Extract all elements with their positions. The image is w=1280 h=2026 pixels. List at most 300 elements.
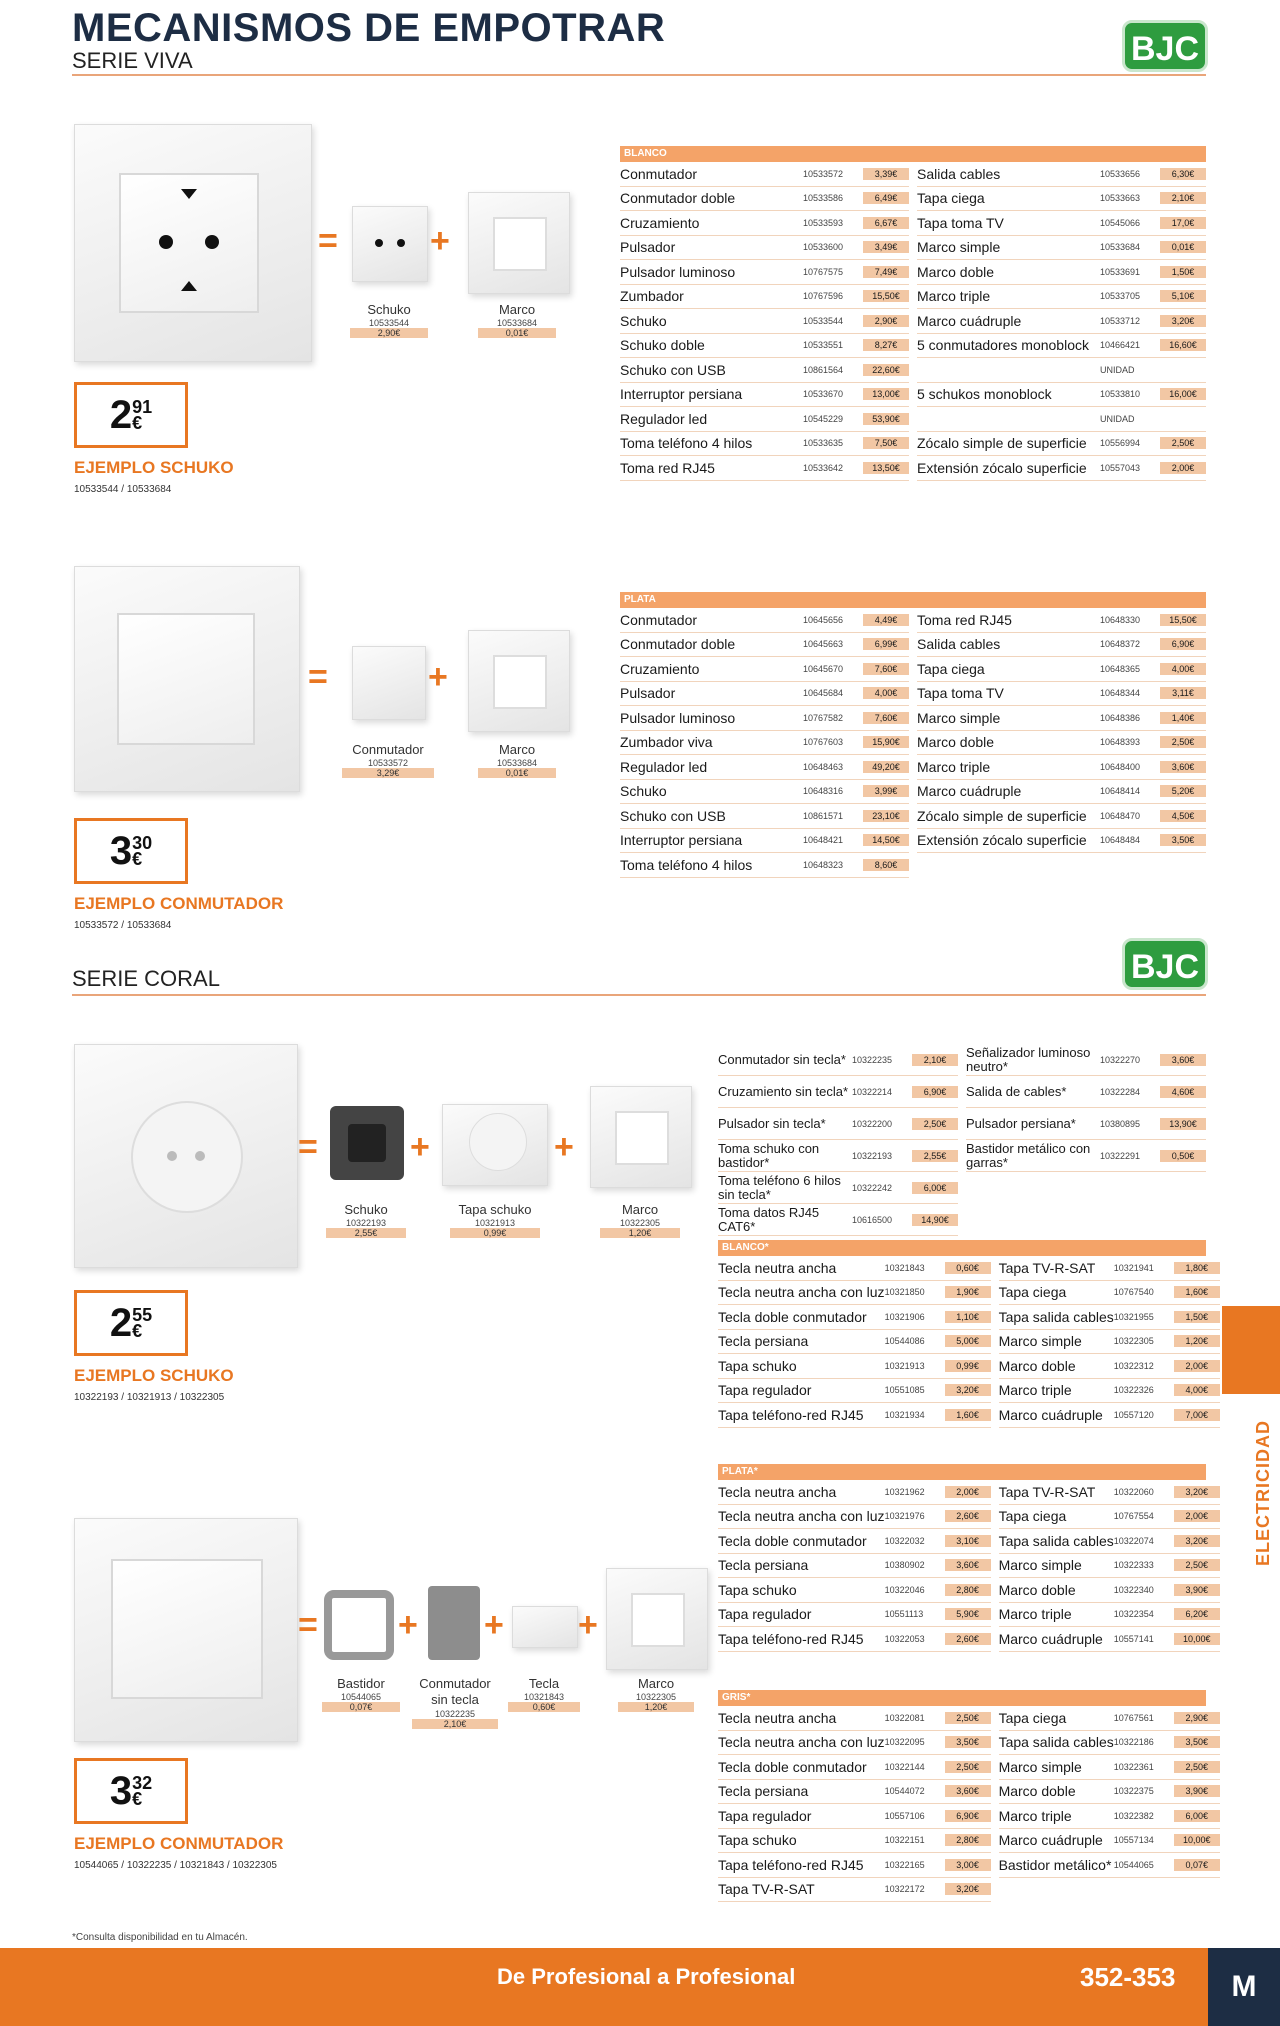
item-price: 3,60€ xyxy=(1160,1054,1206,1066)
table-row xyxy=(620,432,909,457)
item-price: 13,50€ xyxy=(863,462,909,474)
table-row xyxy=(620,334,909,359)
item-name: Cruzamiento sin tecla* xyxy=(718,1083,849,1099)
item-name: Tapa ciega xyxy=(998,1709,1067,1726)
table-row xyxy=(620,682,909,707)
item-name: Cruzamiento xyxy=(620,660,700,677)
table-row xyxy=(917,187,1206,212)
table-row xyxy=(999,1804,1220,1829)
item-name: Tapa teléfono-red RJ45 xyxy=(718,1630,864,1647)
item-name: Tapa teléfono-red RJ45 xyxy=(718,1856,864,1873)
item-price: 6,90€ xyxy=(945,1810,991,1822)
item-code: 10767582 xyxy=(803,712,844,723)
item-code: 10322382 xyxy=(1113,1810,1154,1821)
item-code: 10322242 xyxy=(852,1182,893,1193)
product-image-schuko-viva xyxy=(74,124,312,362)
item-code: 10648414 xyxy=(1100,786,1141,797)
table-row xyxy=(718,1281,991,1306)
item-price: 1,20€ xyxy=(1174,1335,1220,1347)
item-code: 10322214 xyxy=(852,1086,893,1097)
item-price: 15,50€ xyxy=(1160,614,1206,626)
table-row xyxy=(620,731,909,756)
item-code: 10321976 xyxy=(884,1511,925,1522)
price-tag: 2 91 € xyxy=(74,382,188,448)
item-name: 5 schukos monoblock xyxy=(917,386,1052,403)
table-row xyxy=(917,657,1206,682)
item-price: 3,20€ xyxy=(945,1384,991,1396)
item-price: 2,80€ xyxy=(945,1834,991,1846)
item-code: UNIDAD xyxy=(1100,364,1135,375)
table-row xyxy=(620,285,909,310)
item-price: 1,90€ xyxy=(945,1286,991,1298)
item-code: 10533586 xyxy=(803,193,844,204)
item-price: 7,49€ xyxy=(863,266,909,278)
item-name: Tapa regulador xyxy=(718,1606,812,1623)
item-price: 13,90€ xyxy=(1160,1118,1206,1130)
item-price: 2,00€ xyxy=(1174,1510,1220,1522)
brand-logo-bjc: BJC xyxy=(1122,20,1208,72)
item-code: 10767561 xyxy=(1113,1712,1154,1723)
item-price: 6,90€ xyxy=(1160,638,1206,650)
item-code: 10322305 xyxy=(1113,1336,1154,1347)
item-code: 10551085 xyxy=(884,1385,925,1396)
component-marco: Marco 10322305 1,20€ xyxy=(618,1676,694,1712)
component-image-conmutador-sin-tecla xyxy=(428,1586,480,1660)
item-name: Salida de cables* xyxy=(966,1083,1067,1099)
item-code: 10767596 xyxy=(803,291,844,302)
item-code: 10557043 xyxy=(1100,462,1141,473)
table-row xyxy=(718,1044,958,1076)
table-row xyxy=(999,1578,1220,1603)
item-code: 10544065 xyxy=(1113,1859,1154,1870)
item-name: Extensión zócalo superficie xyxy=(917,459,1087,476)
item-name: Marco doble xyxy=(998,1357,1076,1374)
item-name: Marco cuádruple xyxy=(998,1406,1103,1423)
item-name: Tapa toma TV xyxy=(917,214,1004,231)
item-name: Tecla persiana xyxy=(718,1333,809,1350)
item-name: Tapa schuko xyxy=(718,1581,797,1598)
table-row xyxy=(917,682,1206,707)
table-row xyxy=(620,358,909,383)
table-row xyxy=(966,1076,1206,1108)
item-price: 1,60€ xyxy=(1174,1286,1220,1298)
table-row xyxy=(999,1755,1220,1780)
item-code: 10648463 xyxy=(803,761,844,772)
item-code: 10545229 xyxy=(803,413,844,424)
table-row xyxy=(999,1480,1220,1505)
table-row xyxy=(917,285,1206,310)
example-label: EJEMPLO CONMUTADOR xyxy=(74,894,284,913)
table-row xyxy=(917,211,1206,236)
component-image-conmutador xyxy=(352,646,426,720)
item-price: 5,00€ xyxy=(945,1335,991,1347)
item-name: Marco triple xyxy=(998,1807,1072,1824)
item-code: 10322095 xyxy=(884,1737,925,1748)
product-image-schuko-coral xyxy=(74,1044,298,1268)
example-label: EJEMPLO SCHUKO xyxy=(74,1366,234,1385)
item-price: 7,00€ xyxy=(1174,1409,1220,1421)
example-label: EJEMPLO CONMUTADOR xyxy=(74,1834,284,1853)
price-table-coral-gris xyxy=(718,1690,1211,1902)
item-code: 10322172 xyxy=(884,1884,925,1895)
item-price: 8,60€ xyxy=(863,859,909,871)
item-name: Marco simple xyxy=(917,239,1001,256)
item-price: 13,00€ xyxy=(863,388,909,400)
item-price: 15,90€ xyxy=(863,736,909,748)
component-image-tecla xyxy=(512,1606,578,1648)
section-label: ELECTRICIDAD xyxy=(1253,1420,1273,1566)
table-row xyxy=(917,334,1206,359)
item-price: 6,00€ xyxy=(912,1182,958,1194)
item-price: 6,30€ xyxy=(1160,168,1206,180)
item-price: 0,01€ xyxy=(1160,241,1206,253)
item-code: 10321913 xyxy=(884,1360,925,1371)
component-image-bastidor xyxy=(324,1590,394,1660)
item-name: Toma schuko con bastidor* xyxy=(718,1140,820,1170)
item-name: Tecla neutra ancha xyxy=(718,1483,837,1500)
item-name: Tapa regulador xyxy=(718,1382,812,1399)
item-name: Interruptor persiana xyxy=(620,386,743,403)
item-code: 10861571 xyxy=(803,810,844,821)
item-name: Tecla doble conmutador xyxy=(718,1308,867,1325)
table-row xyxy=(917,608,1206,633)
item-code: 10322053 xyxy=(884,1633,925,1644)
component-image-marco xyxy=(468,630,570,732)
item-code: 10322186 xyxy=(1113,1737,1154,1748)
item-price: 3,39€ xyxy=(863,168,909,180)
item-code: 10533810 xyxy=(1100,389,1141,400)
item-code: 10322312 xyxy=(1113,1360,1154,1371)
item-code: 10648316 xyxy=(803,786,844,797)
item-price: 5,90€ xyxy=(945,1608,991,1620)
item-price: 2,10€ xyxy=(912,1054,958,1066)
item-name: Toma red RJ45 xyxy=(917,611,1012,628)
component-tecla: Tecla 10321843 0,60€ xyxy=(508,1676,580,1712)
item-price: 2,50€ xyxy=(1160,736,1206,748)
table-row xyxy=(718,1108,958,1140)
item-code: 10466421 xyxy=(1100,340,1141,351)
item-price: 2,55€ xyxy=(912,1150,958,1162)
table-row xyxy=(620,260,909,285)
item-code: 10645656 xyxy=(803,614,844,625)
item-price: 2,50€ xyxy=(1174,1559,1220,1571)
item-name: Tecla persiana xyxy=(718,1783,809,1800)
item-name: Salida cables xyxy=(917,636,1001,653)
item-code: 10545066 xyxy=(1100,217,1141,228)
item-code: 10616500 xyxy=(852,1214,893,1225)
table-row xyxy=(718,1330,991,1355)
table-header: PLATA* xyxy=(718,1464,1206,1480)
item-price: 7,50€ xyxy=(863,437,909,449)
table-row xyxy=(966,1044,1206,1076)
equals-sign: = xyxy=(298,1128,318,1166)
item-name: Tapa ciega xyxy=(917,660,985,677)
table-row xyxy=(620,853,909,878)
item-name: Tecla neutra ancha xyxy=(718,1259,837,1276)
item-price: 4,00€ xyxy=(1160,663,1206,675)
item-price: 14,50€ xyxy=(863,834,909,846)
item-name: Toma red RJ45 xyxy=(620,459,715,476)
table-row xyxy=(999,1603,1220,1628)
table-row xyxy=(620,211,909,236)
item-code: 10322340 xyxy=(1113,1584,1154,1595)
component-conmutador: Conmutador 10533572 3,29€ xyxy=(342,742,434,778)
item-code: 10322144 xyxy=(884,1761,925,1772)
component-marco: Marco 10533684 0,01€ xyxy=(478,302,556,338)
item-code: 10648400 xyxy=(1100,761,1141,772)
example-codes: 10322193 / 10321913 / 10322305 xyxy=(74,1392,225,1403)
item-name: Pulsador xyxy=(620,685,676,702)
item-code: 10322081 xyxy=(884,1712,925,1723)
item-name: Tapa ciega xyxy=(917,190,985,207)
section-tab[interactable] xyxy=(1222,1306,1280,1394)
component-image-marco xyxy=(606,1568,708,1670)
table-row xyxy=(917,706,1206,731)
table-row xyxy=(718,1480,991,1505)
item-name: Zumbador xyxy=(620,288,684,305)
item-price: 2,60€ xyxy=(945,1633,991,1645)
item-code: 10533544 xyxy=(803,315,844,326)
series-title-coral: SERIE CORAL xyxy=(72,966,220,991)
item-price: 3,20€ xyxy=(1174,1535,1220,1547)
footer-tagline: De Profesional a Profesional xyxy=(497,1964,796,1989)
item-name: Marco doble xyxy=(998,1783,1076,1800)
item-name: Tapa schuko xyxy=(718,1357,797,1374)
item-code: 10533712 xyxy=(1100,315,1141,326)
table-row xyxy=(620,162,909,187)
item-price: 49,20€ xyxy=(863,761,909,773)
item-name: Toma teléfono 4 hilos xyxy=(620,856,753,873)
item-name: Zócalo simple de superficie xyxy=(917,435,1087,452)
table-row xyxy=(917,260,1206,285)
item-price: 53,90€ xyxy=(863,413,909,425)
table-row xyxy=(620,383,909,408)
component-bastidor: Bastidor 10544065 0,07€ xyxy=(322,1676,400,1712)
item-name: Tapa TV-R-SAT xyxy=(998,1483,1096,1500)
plus-sign: + xyxy=(554,1128,574,1166)
table-row xyxy=(620,780,909,805)
item-code: 10322193 xyxy=(852,1150,893,1161)
item-name: Marco cuádruple xyxy=(998,1630,1103,1647)
price-tag: 3 32 € xyxy=(74,1758,188,1824)
item-code: 10321941 xyxy=(1113,1262,1154,1273)
component-schuko: Schuko 10533544 2,90€ xyxy=(350,302,428,338)
item-price: 3,50€ xyxy=(1160,834,1206,846)
item-price: 22,60€ xyxy=(863,364,909,376)
item-price: 6,67€ xyxy=(863,217,909,229)
item-code: 10322060 xyxy=(1113,1486,1154,1497)
item-code: 10322270 xyxy=(1100,1054,1141,1065)
item-name: Tapa salida cables xyxy=(998,1308,1114,1325)
item-name: Toma teléfono 4 hilos xyxy=(620,435,753,452)
item-code: 10321906 xyxy=(884,1311,925,1322)
component-marco: Marco 10533684 0,01€ xyxy=(478,742,556,778)
item-name: Pulsador luminoso xyxy=(620,263,736,280)
item-price: 3,50€ xyxy=(1174,1736,1220,1748)
series-title-viva: SERIE VIVA xyxy=(72,48,193,73)
item-code: 10645684 xyxy=(803,688,844,699)
item-code: 10648470 xyxy=(1100,810,1141,821)
item-code: 10322032 xyxy=(884,1535,925,1546)
item-name: Conmutador doble xyxy=(620,636,736,653)
plus-sign: + xyxy=(428,658,448,696)
item-price: 4,50€ xyxy=(1160,810,1206,822)
item-price: 0,07€ xyxy=(1174,1859,1220,1871)
item-code: 10767603 xyxy=(803,737,844,748)
table-row xyxy=(718,1505,991,1530)
item-price: 15,50€ xyxy=(863,290,909,302)
table-row xyxy=(620,236,909,261)
item-name: Cruzamiento xyxy=(620,214,700,231)
item-code: 10767575 xyxy=(803,266,844,277)
plus-sign: + xyxy=(484,1606,504,1644)
price-table-coral-plata xyxy=(718,1464,1211,1652)
item-name: Regulador led xyxy=(620,758,708,775)
table-row xyxy=(917,383,1206,408)
table-row xyxy=(917,309,1206,334)
item-name: Marco triple xyxy=(998,1606,1072,1623)
item-price: 1,40€ xyxy=(1160,712,1206,724)
item-code: 10645663 xyxy=(803,639,844,650)
example-label: EJEMPLO SCHUKO xyxy=(74,458,234,477)
item-code: 10322354 xyxy=(1113,1609,1154,1620)
item-price: 3,99€ xyxy=(863,785,909,797)
table-row xyxy=(718,1804,991,1829)
item-price: 2,80€ xyxy=(945,1584,991,1596)
table-row xyxy=(718,1403,991,1428)
table-row xyxy=(718,1578,991,1603)
item-price: 2,50€ xyxy=(945,1712,991,1724)
example-codes: 10533544 / 10533684 xyxy=(74,484,172,495)
item-code: 10533663 xyxy=(1100,193,1141,204)
table-row xyxy=(999,1554,1220,1579)
table-row xyxy=(718,1305,991,1330)
item-code: 10380902 xyxy=(884,1560,925,1571)
availability-note: *Consulta disponibilidad en tu Almacén. xyxy=(72,1932,248,1943)
item-code: 10533705 xyxy=(1100,291,1141,302)
component-image-tapa-schuko xyxy=(442,1104,548,1186)
divider xyxy=(72,74,1206,76)
item-name: Marco cuádruple xyxy=(917,783,1022,800)
item-code: 10533600 xyxy=(803,242,844,253)
table-row xyxy=(718,1829,991,1854)
item-code: 10322046 xyxy=(884,1584,925,1595)
item-price: 2,60€ xyxy=(945,1510,991,1522)
table-row xyxy=(999,1379,1220,1404)
component-image-marco xyxy=(468,192,570,294)
item-name: Conmutador xyxy=(620,165,698,182)
table-row xyxy=(620,187,909,212)
item-price: 3,11€ xyxy=(1160,687,1206,699)
table-row xyxy=(718,1731,991,1756)
item-name: Pulsador xyxy=(620,239,676,256)
item-price xyxy=(1160,364,1206,376)
item-name: Tapa TV-R-SAT xyxy=(998,1259,1096,1276)
table-row xyxy=(917,755,1206,780)
item-price: 2,50€ xyxy=(1174,1761,1220,1773)
item-name: Tapa salida cables xyxy=(998,1532,1114,1549)
item-code: 10321955 xyxy=(1113,1311,1154,1322)
price-table-viva-blanco xyxy=(620,146,1206,481)
plus-sign: + xyxy=(410,1128,430,1166)
table-row xyxy=(620,407,909,432)
item-name: Extensión zócalo superficie xyxy=(917,832,1087,849)
item-price: 4,00€ xyxy=(863,687,909,699)
table-header: GRIS* xyxy=(718,1690,1206,1706)
table-row xyxy=(620,456,909,481)
item-price: 4,49€ xyxy=(863,614,909,626)
item-name: Marco triple xyxy=(998,1382,1072,1399)
item-code: 10322375 xyxy=(1113,1786,1154,1797)
item-code: 10861564 xyxy=(803,364,844,375)
item-code: 10648330 xyxy=(1100,614,1141,625)
item-code: 10533551 xyxy=(803,340,844,351)
item-code: 10321962 xyxy=(884,1486,925,1497)
item-price: 3,20€ xyxy=(1160,315,1206,327)
item-name: Conmutador sin tecla* xyxy=(718,1051,846,1067)
item-price: 2,50€ xyxy=(1160,437,1206,449)
table-row xyxy=(999,1256,1220,1281)
item-price: 4,60€ xyxy=(1160,1086,1206,1098)
table-row xyxy=(620,706,909,731)
item-code: 10321843 xyxy=(884,1262,925,1273)
table-row xyxy=(620,755,909,780)
table-row xyxy=(718,1379,991,1404)
item-code: 10557141 xyxy=(1113,1633,1154,1644)
example-codes: 10533572 / 10533684 xyxy=(74,920,172,931)
item-price: 2,10€ xyxy=(1160,192,1206,204)
item-price: 5,20€ xyxy=(1160,785,1206,797)
item-name: Schuko xyxy=(620,312,667,329)
table-row xyxy=(917,407,1206,432)
item-price: 3,60€ xyxy=(945,1785,991,1797)
component-image-schuko-mechanism xyxy=(330,1106,404,1180)
product-image-conmutador-coral xyxy=(74,1518,298,1742)
item-code: 10322151 xyxy=(884,1835,925,1846)
item-name: Marco triple xyxy=(917,758,991,775)
item-name: Zumbador viva xyxy=(620,734,713,751)
item-price: 14,90€ xyxy=(912,1214,958,1226)
item-name: Marco triple xyxy=(917,288,991,305)
table-row xyxy=(620,657,909,682)
table-header: BLANCO xyxy=(620,146,1206,162)
table-row xyxy=(718,1853,991,1878)
price-tag: 2 55 € xyxy=(74,1290,188,1356)
table-row xyxy=(917,456,1206,481)
item-name: Tecla neutra ancha xyxy=(718,1709,837,1726)
item-price: 5,10€ xyxy=(1160,290,1206,302)
item-code: 10767554 xyxy=(1113,1511,1154,1522)
item-name: Tecla persiana xyxy=(718,1557,809,1574)
table-row xyxy=(917,236,1206,261)
item-name: Marco simple xyxy=(998,1333,1082,1350)
table-row xyxy=(718,1554,991,1579)
item-code: 10322326 xyxy=(1113,1385,1154,1396)
item-code: 10648365 xyxy=(1100,663,1141,674)
item-price: 2,00€ xyxy=(945,1486,991,1498)
item-name: Tecla doble conmutador xyxy=(718,1758,867,1775)
table-row xyxy=(718,1780,991,1805)
table-row xyxy=(620,633,909,658)
equals-sign: = xyxy=(298,1606,318,1644)
item-code: 10322235 xyxy=(852,1054,893,1065)
item-code: 10533684 xyxy=(1100,242,1141,253)
plus-sign: + xyxy=(578,1606,598,1644)
item-name: Schuko con USB xyxy=(620,361,726,378)
item-name: Tecla neutra ancha con luz xyxy=(718,1284,885,1301)
item-code: 10321934 xyxy=(884,1409,925,1420)
item-name: Marco simple xyxy=(998,1758,1082,1775)
